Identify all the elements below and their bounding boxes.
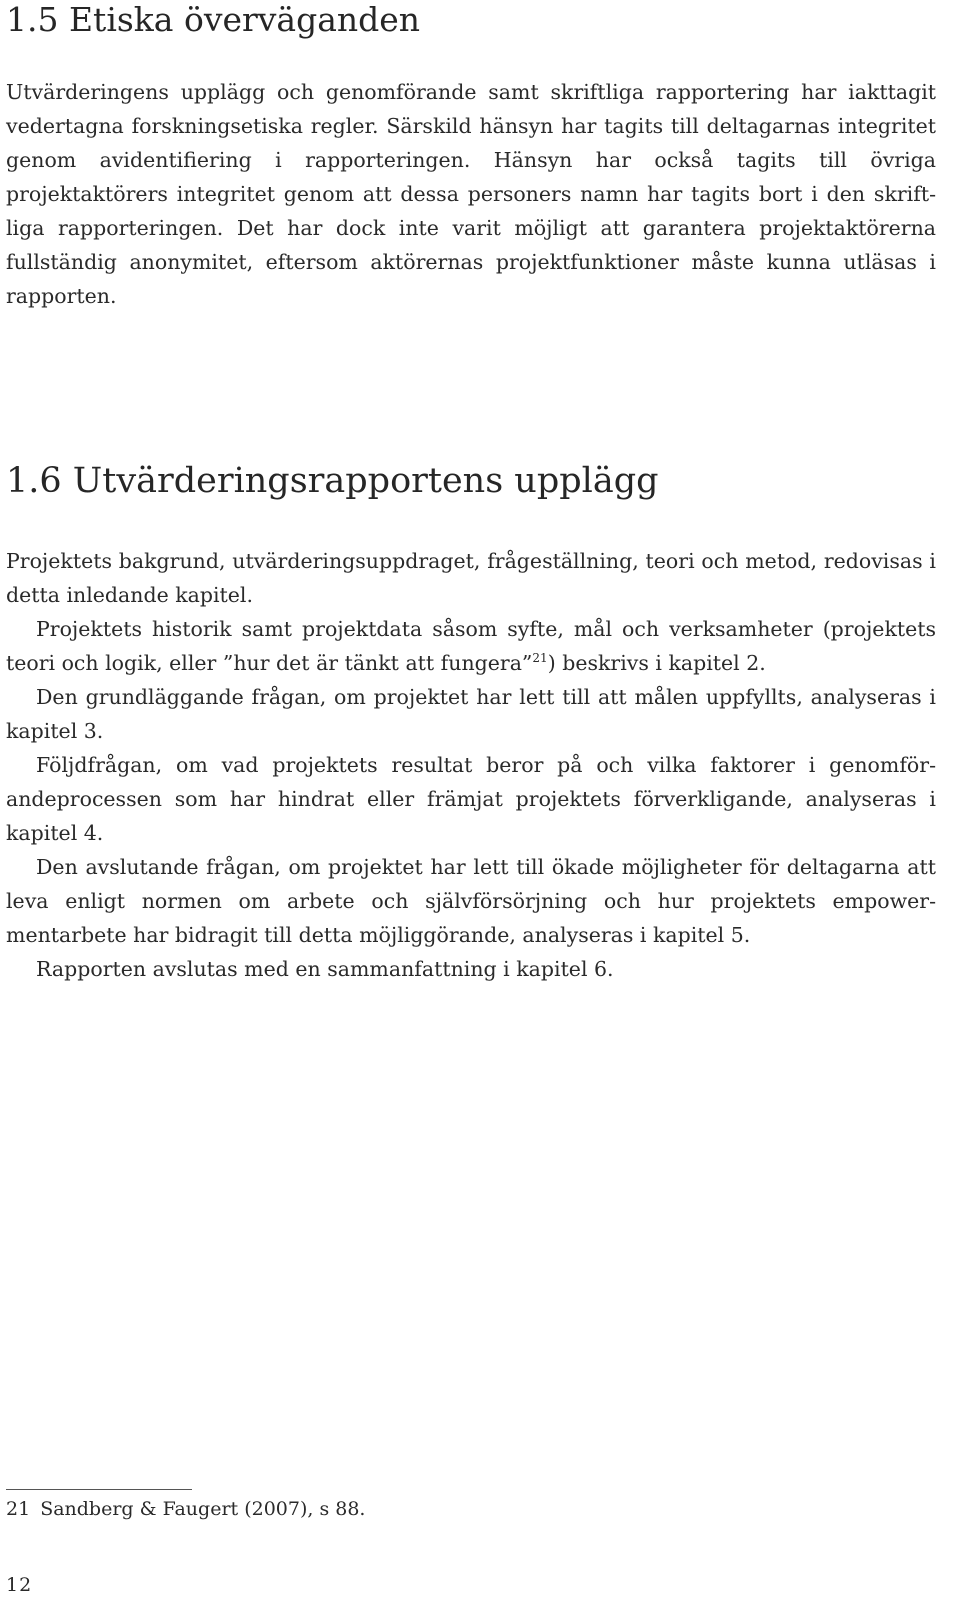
footnote — [6, 1494, 365, 1524]
structure-paragraph-factors: Följdfrågan, om vad projektets resultat beror på och vilka faktorer i genomförandeprocessen som har hindrat eller främjat projektets förverkligande, analyseras i kapitel 4. — [6, 753, 936, 845]
ethics-section-body — [6, 75, 936, 313]
footnote-divider — [6, 1489, 192, 1490]
structure-paragraph-summary: Rapporten avslutas med en sammanfattning i kapitel 6. — [36, 957, 614, 981]
structure-paragraph-goals: Den grundläggande frågan, om projektet har lett till att målen uppfyllts, analyseras i kapitel 3. — [6, 685, 936, 743]
footnote-number: 21 — [6, 1498, 31, 1520]
ethics-paragraph: Utvärderingens upplägg och genomförande samt skriftliga rapportering har iakttagit vedertagna forskningsetiska regler. Särskild hänsyn har tagits till deltagarnas integritet genom avidentifiering i rapporteringen. Hänsyn har också tagits till övriga projektaktörers integritet genom att dessa personers namn har tagits bort i den skriftliga rapporteringen. Det har dock inte varit möjligt att garantera projektaktörerna fullständig anonymitet, eftersom aktörernas projektfunktioner måste kunna utläsas i rapporten. — [6, 80, 936, 308]
footnote-reference: 21 — [532, 651, 548, 665]
footnote-text: Sandberg & Faugert (2007), s 88. — [40, 1498, 366, 1520]
section-heading-report-structure: 1.6 Utvärderingsrapportens upplägg — [6, 461, 659, 501]
history-text: Projektets historik samt projektdata såsom syfte, mål och verksamheter (projektets teori och logik, eller ”hur det är tänkt att fungera” — [6, 617, 936, 675]
structure-paragraph-history — [6, 612, 936, 680]
structure-paragraph-background: Projektets bakgrund, utvärderingsuppdraget, frågeställning, teori och metod, redovisas i detta inledande kapitel. — [6, 549, 936, 607]
report-structure-body — [6, 544, 936, 986]
page-number: 12 — [6, 1574, 33, 1596]
history-text-end: ) beskrivs i kapitel 2. — [547, 651, 766, 675]
section-heading-ethics: 1.5 Etiska överväganden — [6, 0, 421, 39]
structure-paragraph-empowerment: Den avslutande frågan, om projektet har lett till ökade möjligheter för deltagarna att leva enligt normen om arbete och självförsörjning och hur projektets empowermentarbete har bidragit till detta möjliggörande, analyseras i kapitel 5. — [6, 855, 936, 947]
